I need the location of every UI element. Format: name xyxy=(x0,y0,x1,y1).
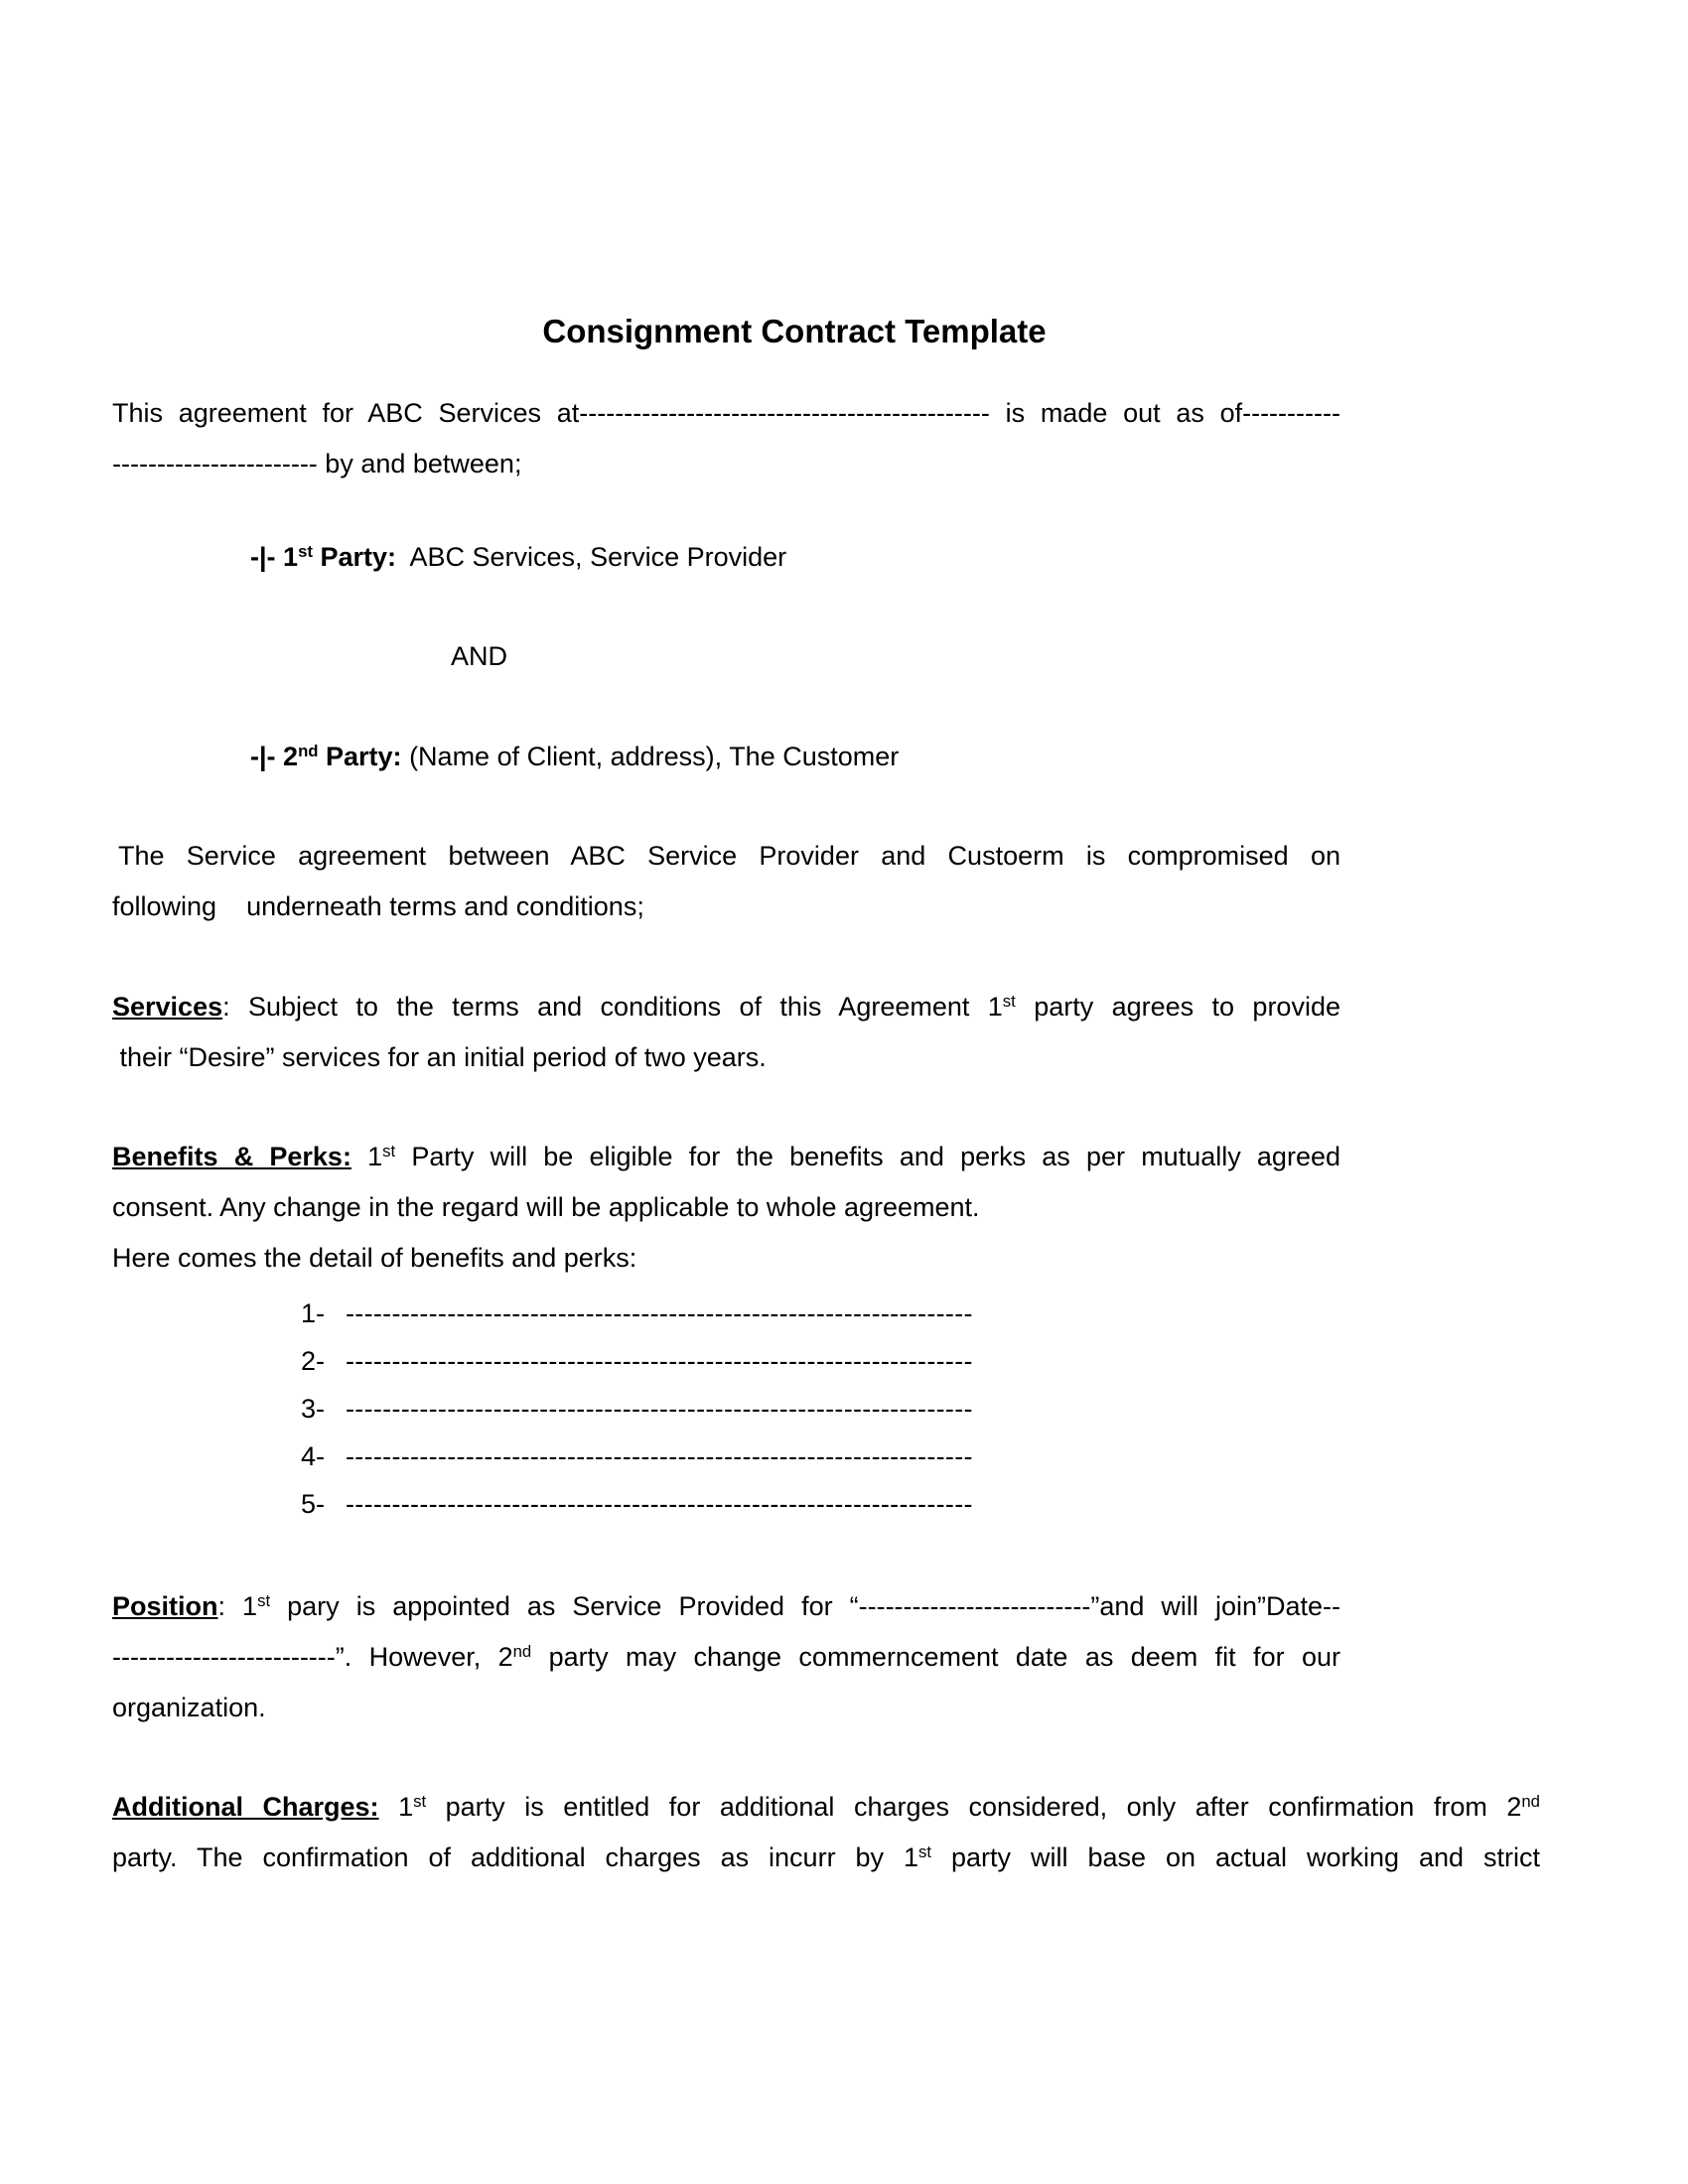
first-party-line xyxy=(250,532,786,583)
first-party-value: ABC Services, Service Provider xyxy=(396,542,787,572)
list-item-number: 1- xyxy=(301,1298,326,1328)
first-party-ordinal-sup: st xyxy=(298,541,313,561)
list-item-blank-line: -------------------------------------------------------------------- xyxy=(346,1441,973,1471)
benefits-heading: Benefits & Perks: xyxy=(112,1142,352,1171)
additional-charges-heading: Additional Charges: xyxy=(112,1792,379,1822)
benefits-line-1: Benefits & Perks: 1st Party will be eligible for the benefits and perks as per mutually agreed xyxy=(112,1141,1340,1171)
service-agreement-line-2: following underneath terms and conditions; xyxy=(112,891,644,921)
document-title: Consignment Contract Template xyxy=(542,313,1047,349)
second-party-label: -|- 2nd Party: xyxy=(250,741,402,771)
additional-charges-section xyxy=(112,1782,1540,1883)
list-item xyxy=(301,1433,973,1480)
ordinal-sup: st xyxy=(918,1842,932,1861)
and-separator: AND xyxy=(451,641,508,671)
list-item-blank-line: -------------------------------------------------------------------- xyxy=(346,1346,973,1376)
list-item-number: 3- xyxy=(301,1394,326,1424)
intro-line-1: This agreement for ABC Services at---------------------------------------------- is made out as of----------- xyxy=(112,398,1340,428)
benefits-list xyxy=(301,1290,973,1528)
first-party-label: -|- 1st Party: xyxy=(250,541,396,572)
ordinal-sup: st xyxy=(413,1791,427,1811)
ordinal-sup: st xyxy=(1002,991,1016,1011)
intro-paragraph xyxy=(112,388,1340,489)
services-line-1: Services: Subject to the terms and conditions of this Agreement 1st party agrees to provide xyxy=(112,991,1340,1022)
intro-line-2: ----------------------- by and between; xyxy=(112,449,522,478)
ordinal-sup: nd xyxy=(1521,1791,1540,1811)
benefits-line-3: Here comes the detail of benefits and perks: xyxy=(112,1243,637,1273)
service-agreement-paragraph xyxy=(112,831,1340,932)
list-item xyxy=(301,1480,973,1528)
position-section xyxy=(112,1581,1340,1733)
list-item-blank-line: -------------------------------------------------------------------- xyxy=(346,1298,973,1328)
benefits-line-2: consent. Any change in the regard will be applicable to whole agreement. xyxy=(112,1192,980,1222)
second-party-line xyxy=(250,732,899,782)
service-agreement-line-1: The Service agreement between ABC Service Provider and Custoerm is compromised on xyxy=(118,841,1340,871)
list-item-number: 5- xyxy=(301,1489,326,1519)
benefits-section xyxy=(112,1132,1340,1284)
position-line-2: -------------------------”. However, 2nd party may change commerncement date as deem fit for our xyxy=(112,1641,1340,1672)
services-heading: Services xyxy=(112,992,223,1022)
additional-charges-line-2: party. The confirmation of additional charges as incurr by 1st party will base on actual working and strict xyxy=(112,1842,1540,1872)
list-item xyxy=(301,1290,973,1337)
list-item xyxy=(301,1385,973,1433)
ordinal-sup: nd xyxy=(512,1641,532,1661)
position-line-1: Position: 1st pary is appointed as Service Provided for “--------------------------”and will join”Date-- xyxy=(112,1590,1340,1621)
list-item xyxy=(301,1337,973,1385)
ordinal-sup: st xyxy=(257,1590,271,1610)
position-heading: Position xyxy=(112,1591,218,1621)
services-line-2: their “Desire” services for an initial period of two years. xyxy=(112,1042,767,1072)
list-item-blank-line: -------------------------------------------------------------------- xyxy=(346,1489,973,1519)
additional-charges-line-1: Additional Charges: 1st party is entitled for additional charges considered, only after confirmation from 2nd xyxy=(112,1791,1540,1822)
list-item-number: 2- xyxy=(301,1346,326,1376)
ordinal-sup: st xyxy=(382,1141,396,1160)
list-item-number: 4- xyxy=(301,1441,326,1471)
list-item-blank-line: -------------------------------------------------------------------- xyxy=(346,1394,973,1424)
position-line-3: organization. xyxy=(112,1693,266,1722)
services-section xyxy=(112,982,1340,1083)
second-party-ordinal-sup: nd xyxy=(298,741,319,760)
second-party-value: (Name of Client, address), The Customer xyxy=(401,742,900,771)
